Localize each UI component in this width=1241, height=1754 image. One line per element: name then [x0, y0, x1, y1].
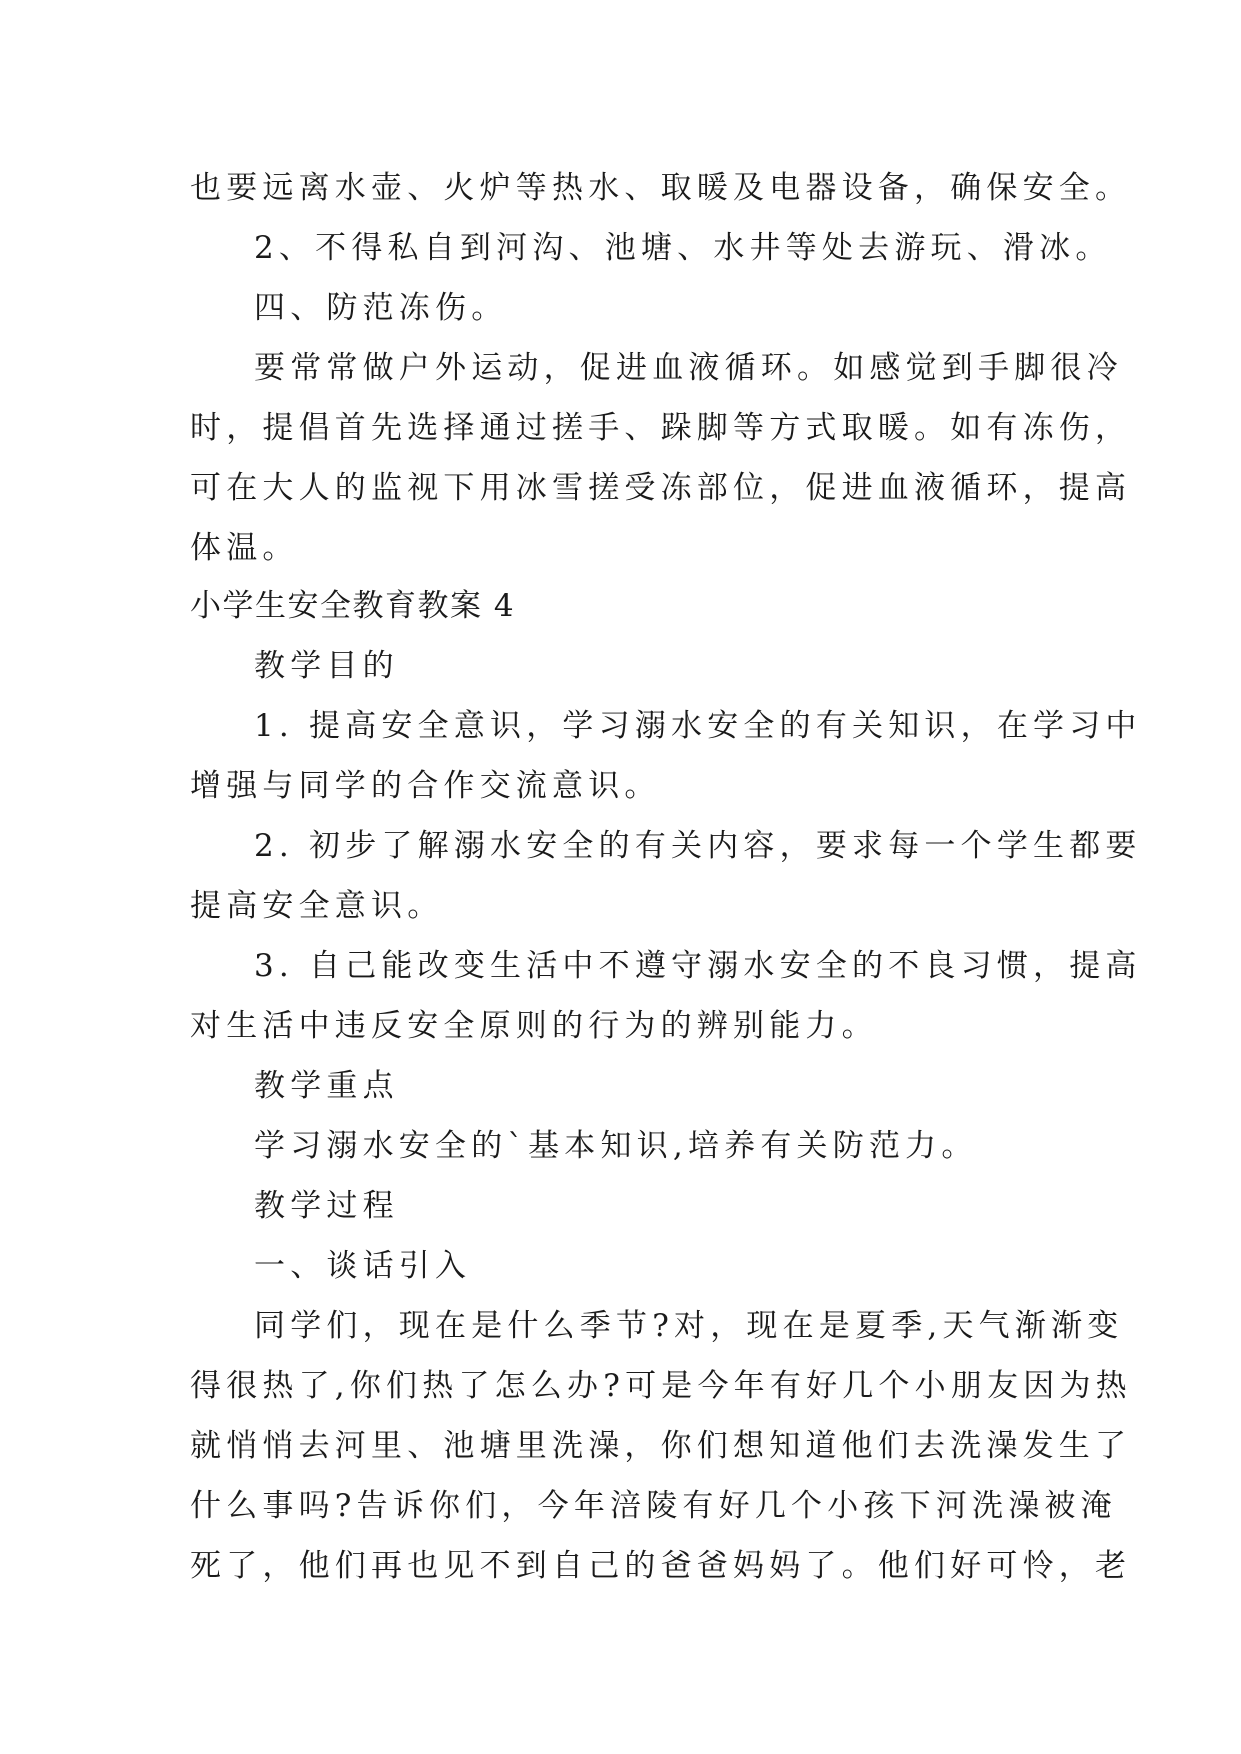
text-line: 同学们，现在是什么季节?对，现在是夏季,天气渐渐变 — [254, 1308, 1124, 1344]
text-line: 增强与同学的合作交流意识。 — [190, 768, 661, 804]
text-line: 死了，他们再也见不到自己的爸爸妈妈了。他们好可怜，老 — [190, 1548, 1132, 1584]
document-title: 小学生安全教育教案 4 — [190, 588, 516, 624]
section-heading: 教学过程 — [254, 1188, 399, 1224]
text-line: 对生活中违反安全原则的行为的辨别能力。 — [190, 1008, 878, 1044]
text-line: 2. 初步了解溺水安全的有关内容，要求每一个学生都要 — [254, 828, 1142, 864]
text-line: 提高安全意识。 — [190, 888, 444, 924]
section-heading: 教学重点 — [254, 1068, 399, 1104]
text-line: 要常常做户外运动，促进血液循环。如感觉到手脚很冷 — [254, 350, 1123, 386]
text-line: 学习溺水安全的`基本知识,培养有关防范力。 — [254, 1128, 978, 1164]
section-heading: 一、谈话引入 — [254, 1248, 472, 1284]
section-heading: 教学目的 — [254, 648, 399, 684]
text-line: 什么事吗?告诉你们，今年涪陵有好几个小孩下河洗澡被淹 — [190, 1488, 1117, 1524]
text-line: 2、不得私自到河沟、池塘、水井等处去游玩、滑冰。 — [254, 230, 1112, 266]
text-line: 体温。 — [190, 530, 299, 566]
text-line: 1. 提高安全意识，学习溺水安全的有关知识，在学习中 — [254, 708, 1142, 744]
text-line: 就悄悄去河里、池塘里洗澡，你们想知道他们去洗澡发生了 — [190, 1428, 1132, 1464]
section-heading: 四、防范冻伤。 — [254, 290, 508, 326]
text-line: 也要远离水壶、火炉等热水、取暖及电器设备，确保安全。 — [190, 170, 1132, 206]
text-line: 可在大人的监视下用冰雪搓受冻部位，促进血液循环，提高 — [190, 470, 1132, 506]
text-line: 时，提倡首先选择通过搓手、跺脚等方式取暖。如有冻伤， — [190, 410, 1132, 446]
text-line: 3. 自己能改变生活中不遵守溺水安全的不良习惯，提高 — [254, 948, 1142, 984]
text-line: 得很热了,你们热了怎么办?可是今年有好几个小朋友因为热 — [190, 1368, 1132, 1404]
